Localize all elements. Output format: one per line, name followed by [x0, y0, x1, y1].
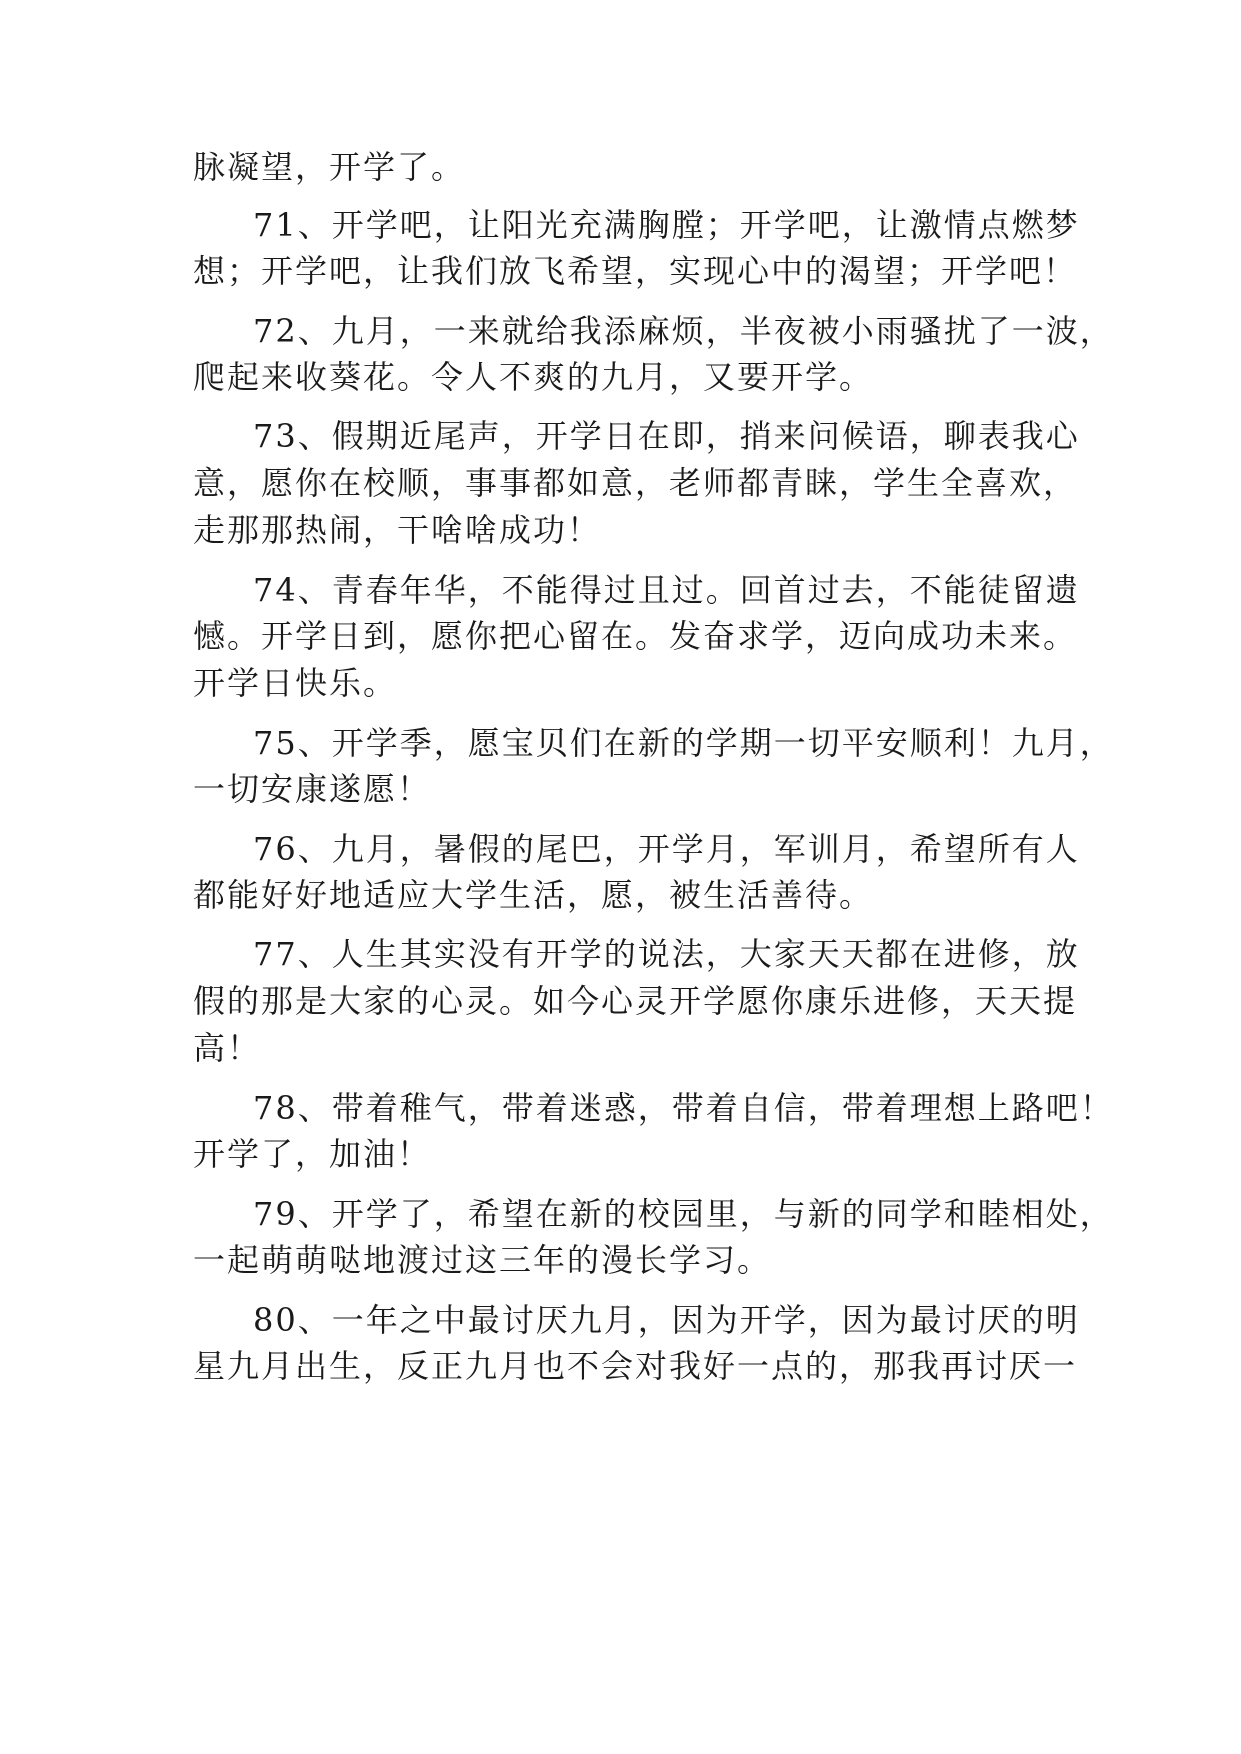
paragraph-78-line-1: 78、带着稚气，带着迷惑，带着自信，带着理想上路吧！: [253, 1089, 1114, 1127]
paragraph-71-line-2: 想；开学吧，让我们放飞希望，实现心中的渴望；开学吧！: [193, 252, 1078, 290]
paragraph-77-line-3: 高！: [193, 1029, 262, 1067]
paragraph-74-line-2: 憾。开学日到，愿你把心留在。发奋求学，迈向成功未来。: [193, 617, 1078, 655]
paragraph-75-line-1: 75、开学季，愿宝贝们在新的学期一切平安顺利！九月，: [253, 724, 1114, 762]
paragraph-continuation-line: 脉凝望，开学了。: [193, 148, 466, 186]
paragraph-74-line-1: 74、青春年华，不能得过且过。回首过去，不能徒留遗: [253, 571, 1080, 609]
paragraph-79-line-1: 79、开学了，希望在新的校园里，与新的同学和睦相处，: [253, 1195, 1114, 1233]
paragraph-78-line-2: 开学了，加油！: [193, 1135, 432, 1173]
paragraph-76-line-1: 76、九月，暑假的尾巴，开学月，军训月，希望所有人: [253, 830, 1080, 868]
paragraph-77-line-1: 77、人生其实没有开学的说法，大家天天都在进修，放: [253, 935, 1080, 973]
paragraph-72-line-2: 爬起来收葵花。令人不爽的九月，又要开学。: [193, 358, 874, 396]
paragraph-74-line-3: 开学日快乐。: [193, 664, 398, 702]
paragraph-75-line-2: 一切安康遂愿！: [193, 770, 432, 808]
paragraph-79-line-2: 一起萌萌哒地渡过这三年的漫长学习。: [193, 1241, 772, 1279]
paragraph-77-line-2: 假的那是大家的心灵。如今心灵开学愿你康乐进修，天天提: [193, 982, 1078, 1020]
paragraph-76-line-2: 都能好好地适应大学生活，愿，被生活善待。: [193, 876, 874, 914]
paragraph-80-line-1: 80、一年之中最讨厌九月，因为开学，因为最讨厌的明: [253, 1301, 1080, 1339]
paragraph-73-line-2: 意，愿你在校顺，事事都如意，老师都青睐，学生全喜欢，: [193, 464, 1078, 502]
paragraph-80-line-2: 星九月出生，反正九月也不会对我好一点的，那我再讨厌一: [193, 1347, 1078, 1385]
paragraph-71-line-1: 71、开学吧，让阳光充满胸膛；开学吧，让激情点燃梦: [253, 206, 1080, 244]
paragraph-73-line-3: 走那那热闹，干啥啥成功！: [193, 511, 602, 549]
paragraph-72-line-1: 72、九月，一来就给我添麻烦，半夜被小雨骚扰了一波，: [253, 312, 1114, 350]
paragraph-73-line-1: 73、假期近尾声，开学日在即，捎来问候语，聊表我心: [253, 417, 1080, 455]
